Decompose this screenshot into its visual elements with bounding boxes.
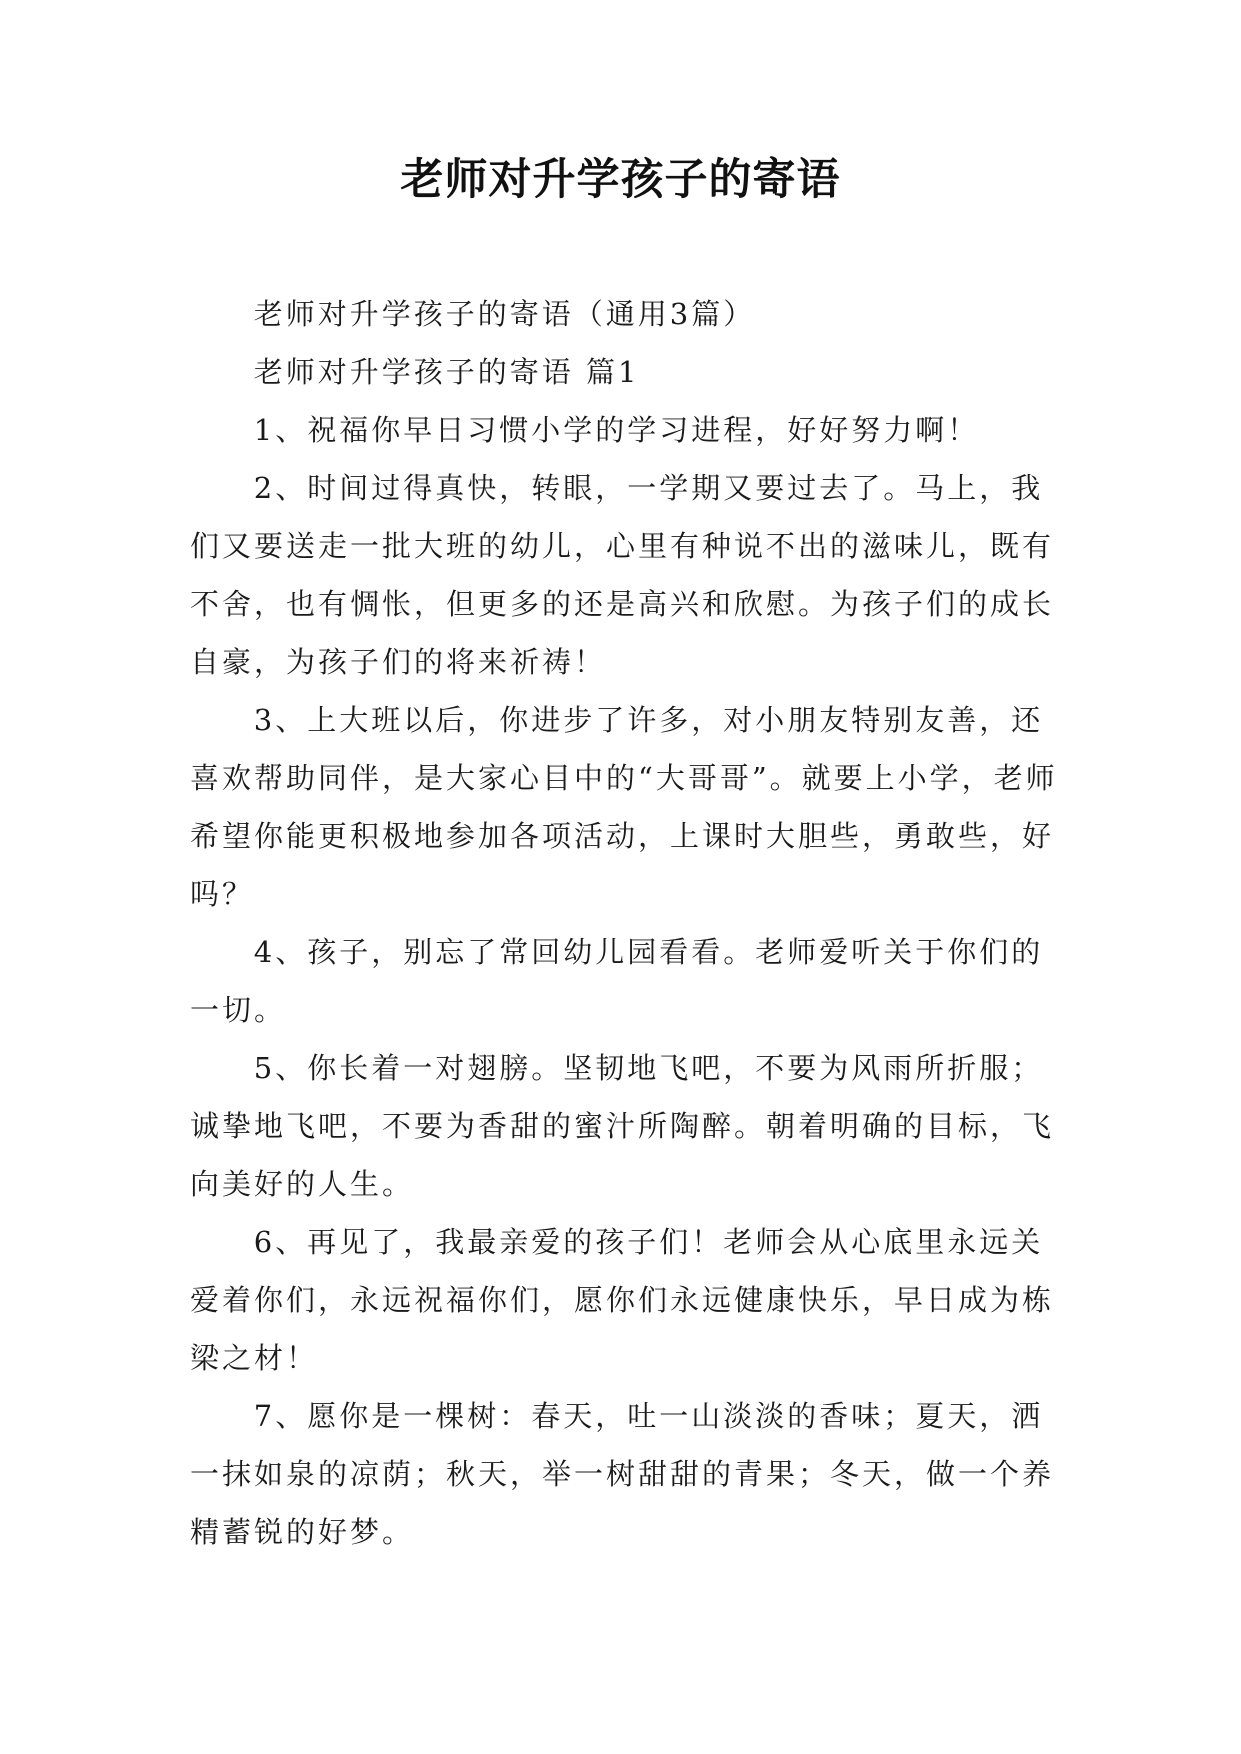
document-title: 老师对升学孩子的寄语 bbox=[400, 155, 841, 205]
paragraph-item-4: 4、孩子，别忘了常回幼儿园看看。老师爱听关于你们的一切。 bbox=[190, 935, 1044, 1027]
paragraph-item-2: 2、时间过得真快，转眼，一学期又要过去了。马上，我们又要送走一批大班的幼儿，心里有种说不出的滋味儿，既有不舍，也有惆怅，但更多的还是高兴和欣慰。为孩子们的成长自豪，为孩子们的将来祈祷！ bbox=[190, 471, 1055, 679]
paragraph-subtitle: 老师对升学孩子的寄语（通用3篇） bbox=[253, 297, 756, 331]
document-body bbox=[190, 285, 1060, 1561]
paragraph-item-3: 3、上大班以后，你进步了许多，对小朋友特别友善，还喜欢帮助同伴，是大家心目中的“大哥哥”。就要上小学，老师希望你能更积极地参加各项活动，上课时大胆些，勇敢些，好吗？ bbox=[190, 703, 1058, 911]
paragraph-item-5: 5、你长着一对翅膀。坚韧地飞吧，不要为风雨所折服；诚挚地飞吧，不要为香甜的蜜汁所陶醉。朝着明确的目标，飞向美好的人生。 bbox=[190, 1051, 1055, 1201]
paragraph-section-heading: 老师对升学孩子的寄语 篇1 bbox=[253, 355, 640, 389]
paragraph-item-7: 7、愿你是一棵树：春天，吐一山淡淡的香味；夏天，洒一抹如泉的凉荫；秋天，举一树甜甜的青果；冬天，做一个养精蓄锐的好梦。 bbox=[190, 1399, 1055, 1549]
paragraph-item-6: 6、再见了，我最亲爱的孩子们！老师会从心底里永远关爱着你们，永远祝福你们，愿你们永远健康快乐，早日成为栋梁之材！ bbox=[190, 1225, 1055, 1375]
paragraph-item-1: 1、祝福你早日习惯小学的学习进程，好好努力啊！ bbox=[253, 413, 980, 447]
